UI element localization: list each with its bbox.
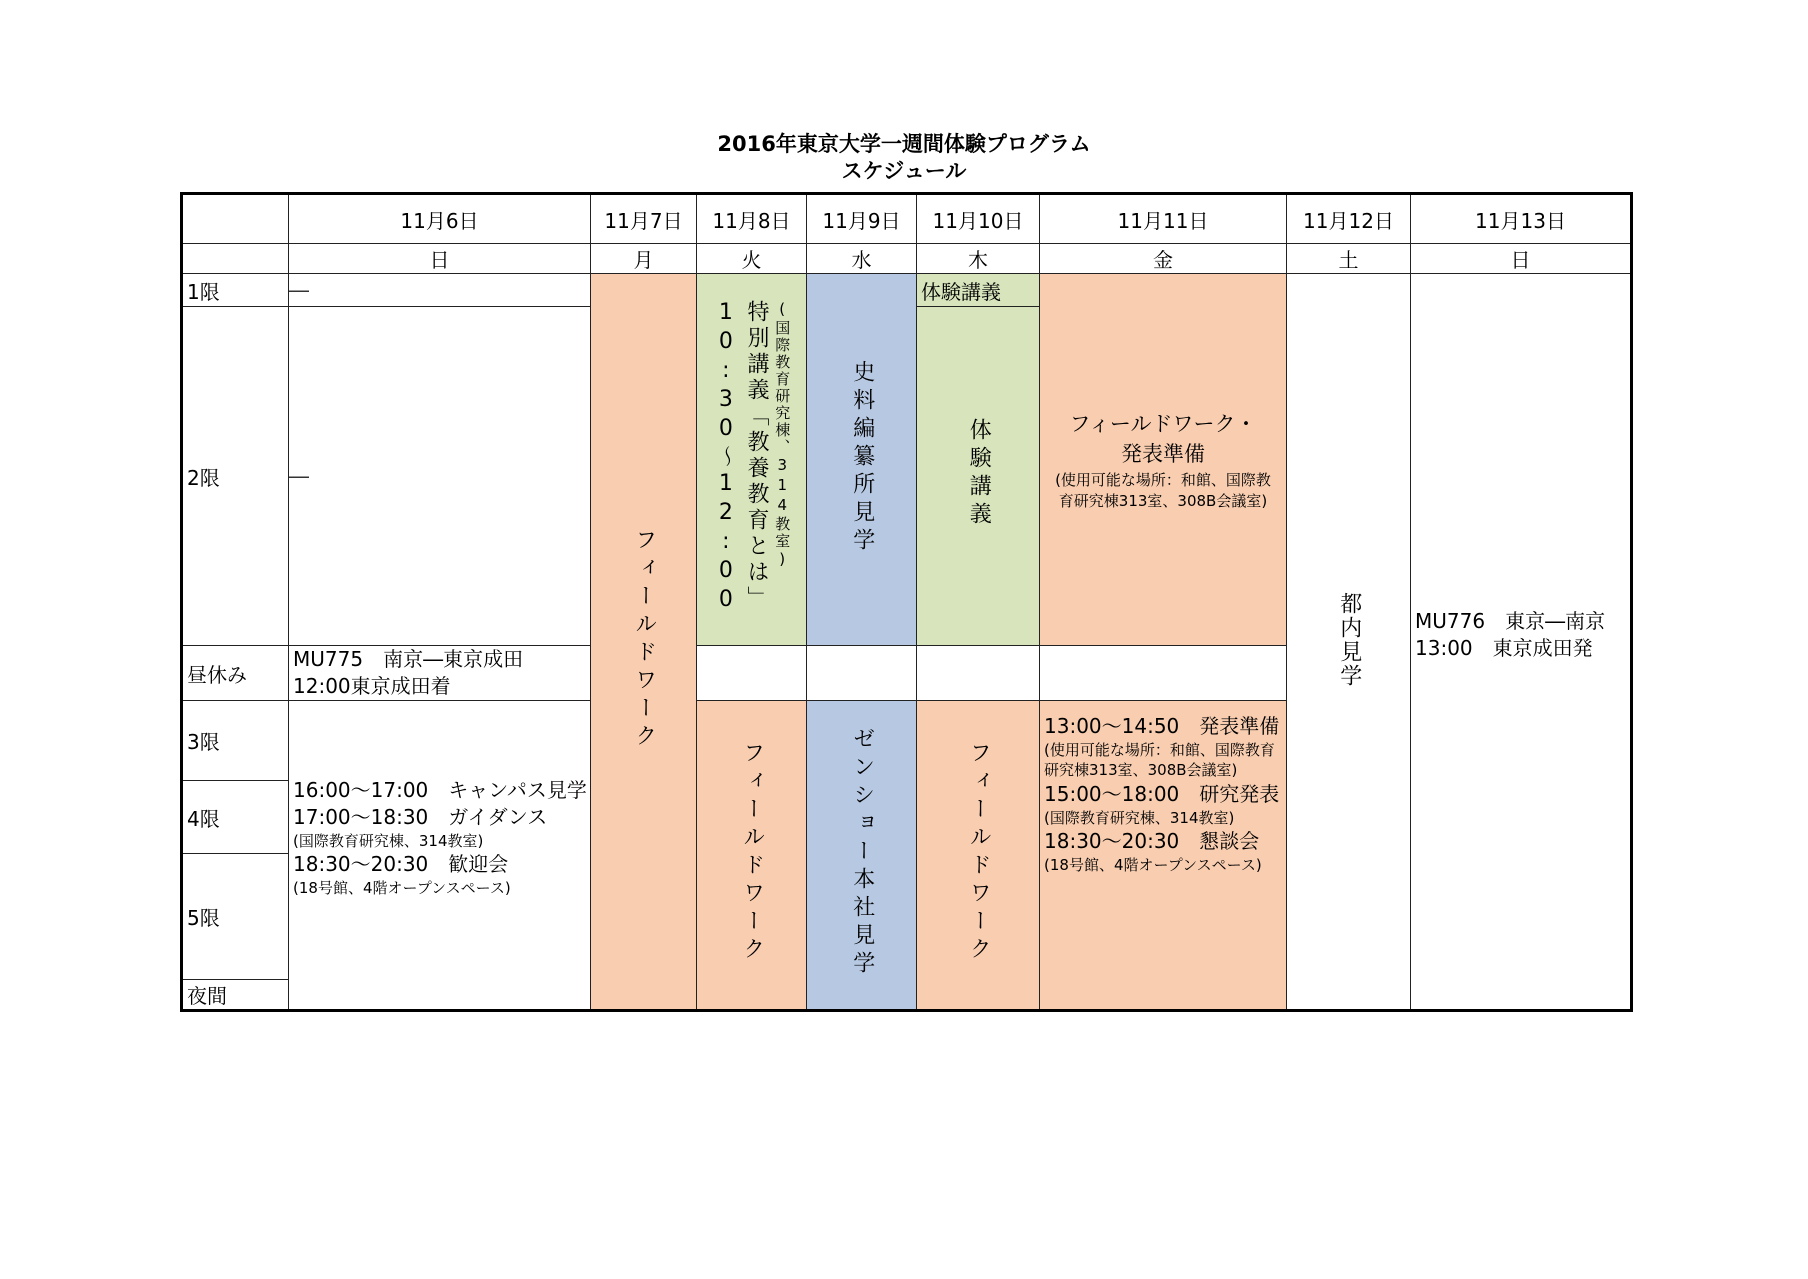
nov11-morning-cell — [1040, 274, 1287, 646]
nov7-fieldwork-cell — [591, 274, 697, 1011]
nov10-lunch-cell — [917, 646, 1040, 701]
nov8-afternoon-text: フィールドワーク — [739, 741, 765, 965]
corner-cell — [182, 194, 289, 244]
nov8-lecture-cell — [697, 274, 807, 646]
weekday-header: 火 — [697, 244, 807, 274]
weekday-header: 月 — [591, 244, 697, 274]
nov8-lecture-title: 特別講義「教養教育とは」 — [743, 299, 769, 612]
nov6-afternoon-cell — [289, 701, 591, 1011]
nov6-p1-cell: ― — [289, 274, 591, 307]
nov6-lunch-cell — [289, 646, 591, 701]
date-header: 11月8日 — [697, 194, 807, 244]
nov12-text: 都内見学 — [1336, 591, 1362, 688]
nov6-item: 17:00～18:30 ガイダンス — [293, 805, 548, 829]
date-header: 11月11日 — [1040, 194, 1287, 244]
nov11-item: 13:00～14:50 発表準備 — [1044, 714, 1280, 738]
date-header: 11月12日 — [1287, 194, 1411, 244]
weekday-header: 金 — [1040, 244, 1287, 274]
period-label: 夜間 — [182, 980, 289, 1011]
nov11-lunch-cell — [1040, 646, 1287, 701]
nov8-lecture-location: (国際教育研究棟、314教室) — [773, 299, 792, 570]
nov10-p2-text: 体験講義 — [966, 418, 992, 530]
date-header: 11月13日 — [1411, 194, 1632, 244]
nov11-morning-title-2: 発表準備 — [1121, 442, 1205, 467]
date-row — [182, 194, 1632, 244]
period-label: 4限 — [182, 781, 289, 854]
nov11-morning-note: (使用可能な場所：和館、国際教育研究棟313室、308B会議室) — [1055, 471, 1271, 510]
nov6-item: 16:00～17:00 キャンパス見学 — [293, 778, 587, 802]
nov10-p2-cell — [917, 307, 1040, 646]
nov9-afternoon-cell — [807, 701, 917, 1011]
period-label: 3限 — [182, 701, 289, 781]
weekday-header: 木 — [917, 244, 1040, 274]
nov10-p1-cell: 体験講義 — [917, 274, 1040, 307]
weekday-header: 日 — [289, 244, 591, 274]
nov11-item-note: (国際教育研究棟、314教室) — [1044, 808, 1235, 827]
date-header: 11月10日 — [917, 194, 1040, 244]
nov9-morning-cell — [807, 274, 917, 646]
weekday-header: 水 — [807, 244, 917, 274]
schedule-table — [180, 192, 1633, 1012]
corner-cell — [182, 244, 289, 274]
nov11-item: 15:00～18:00 研究発表 — [1044, 781, 1280, 806]
nov8-lunch-cell — [697, 646, 807, 701]
date-header: 11月6日 — [289, 194, 591, 244]
nov9-lunch-cell — [807, 646, 917, 701]
nov13-cell — [1411, 274, 1632, 1011]
nov8-afternoon-cell — [697, 701, 807, 1011]
nov11-item-note: (18号館、4階オープンスペース) — [1044, 855, 1262, 874]
date-header: 11月9日 — [807, 194, 917, 244]
nov11-afternoon-cell — [1040, 701, 1287, 1011]
nov10-afternoon-cell — [917, 701, 1040, 1011]
nov10-afternoon-text: フィールドワーク — [966, 741, 992, 965]
nov11-item-note: (使用可能な場所：和館、国際教育研究棟313室、308B会議室) — [1044, 741, 1275, 780]
period-label: 5限 — [182, 854, 289, 980]
nov6-arrival: 12:00東京成田着 — [293, 674, 451, 698]
weekday-row — [182, 244, 1632, 274]
nov13-flight: MU776 東京―南京 — [1415, 609, 1606, 633]
nov6-item-note: (国際教育研究棟、314教室) — [293, 832, 484, 850]
nov13-departure: 13:00 東京成田発 — [1415, 636, 1593, 660]
nov9-afternoon-text: ゼンショー本社見学 — [849, 727, 875, 979]
nov6-flight: MU775 南京―東京成田 — [293, 647, 524, 671]
nov6-item: 18:30～20:30 歓迎会 — [293, 852, 509, 877]
nov6-p2-cell: ― — [289, 307, 591, 646]
nov11-item: 18:30～20:30 懇談会 — [1044, 828, 1260, 853]
period-label: 昼休み — [182, 646, 289, 701]
weekday-header: 土 — [1287, 244, 1411, 274]
nov11-morning-title-1: フィールドワーク・ — [1069, 412, 1257, 437]
date-header: 11月7日 — [591, 194, 697, 244]
weekday-header: 日 — [1411, 244, 1632, 274]
nov9-morning-text: 史料編纂所見学 — [849, 359, 875, 556]
page-title: 2016年東京大学一週間体験プログラム — [717, 132, 1091, 156]
period-label: 1限 — [182, 274, 289, 307]
nov8-lecture-time: 10:30～12:00 — [713, 299, 739, 616]
period-label: 2限 — [182, 307, 289, 646]
period-row-1 — [182, 274, 1632, 307]
nov12-cell — [1287, 274, 1411, 1011]
page-subtitle: スケジュール — [841, 159, 967, 183]
nov6-item-note: (18号館、4階オープンスペース) — [293, 879, 511, 898]
nov7-fieldwork-text: フィールドワーク — [631, 527, 657, 752]
